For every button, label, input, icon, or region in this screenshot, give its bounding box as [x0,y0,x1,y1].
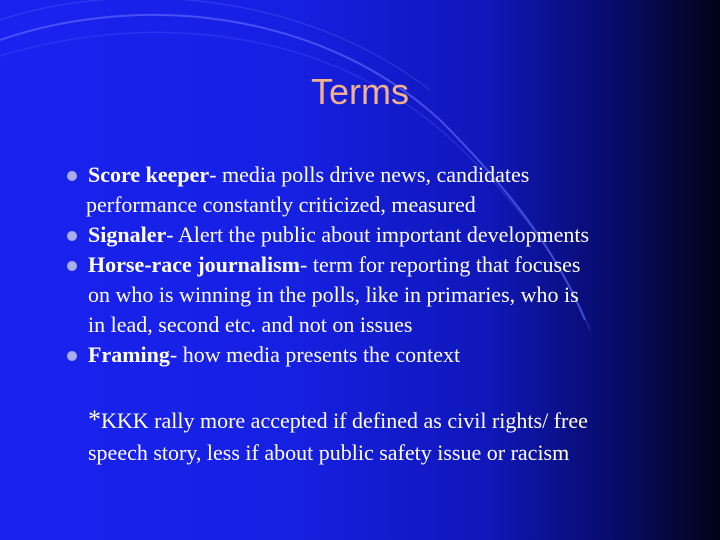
term-label: Signaler [88,222,167,247]
bullet-dot-icon [67,171,77,181]
list-item [70,160,690,220]
term-description-continued: on who is winning in the polls, like in primaries, who is [88,282,579,307]
term-description-continued: performance constantly criticized, measured [86,192,476,217]
term-description: - term for reporting that focuses [300,252,581,277]
term-description: - how media presents the context [169,342,461,367]
example-note [88,404,688,469]
note-line: speech story, less if about public safety issue or racism [88,440,570,465]
bullet-dot-icon [67,351,77,361]
terms-list [70,160,690,370]
slide-title: Terms [311,71,409,112]
list-item [70,250,690,340]
term-description-continued: in lead, second etc. and not on issues [88,312,413,337]
bullet-dot-icon [67,231,77,241]
list-item [70,220,690,250]
term-label: Framing [88,342,170,367]
list-item [70,340,690,370]
note-asterisk: * [88,405,101,434]
term-description: - media polls drive news, candidates [209,162,530,187]
term-description: - Alert the public about important developments [166,222,590,247]
note-line: KKK rally more accepted if defined as civil rights/ free [101,408,588,433]
bullet-dot-icon [67,261,77,271]
term-label: Horse-race journalism [88,252,300,277]
term-label: Score keeper [88,162,210,187]
